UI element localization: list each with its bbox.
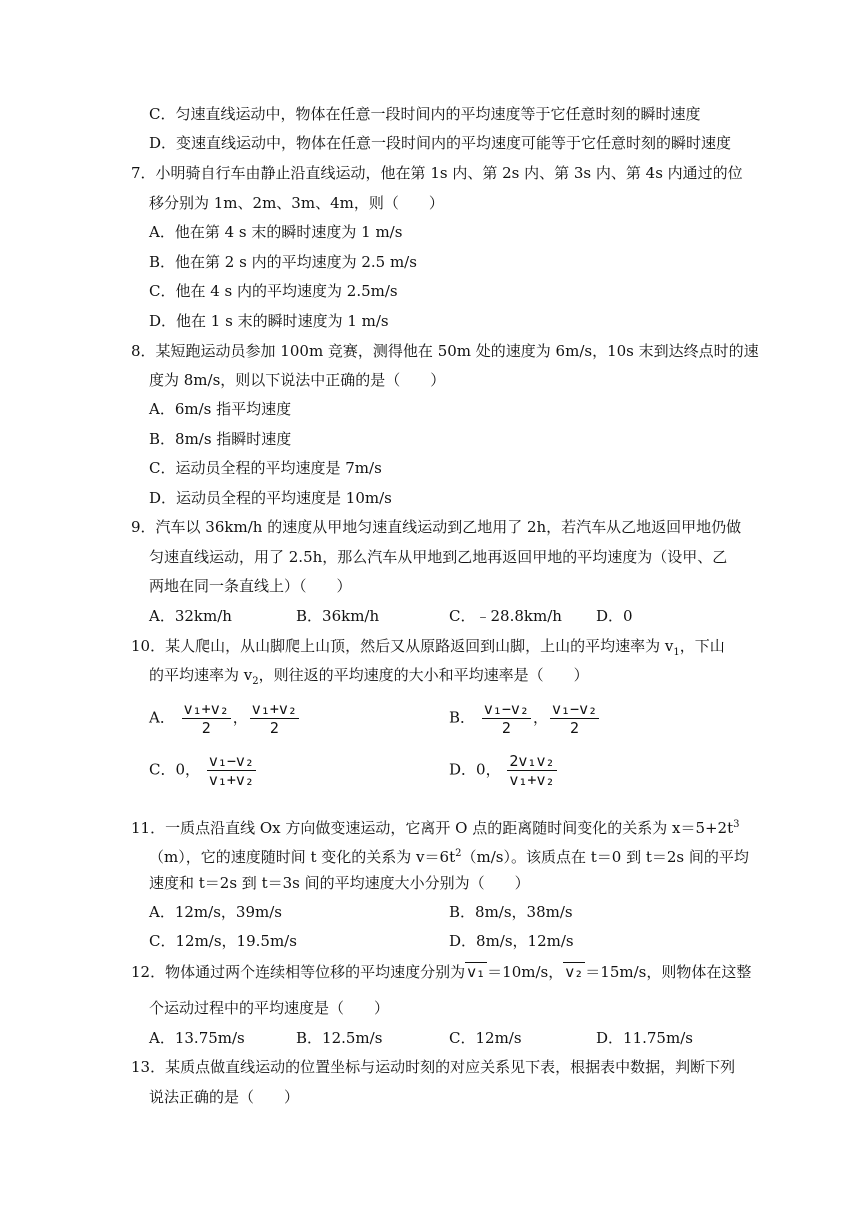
q10-option-d-den: v₁+v₂ [509, 771, 555, 789]
q12-stem-line1-text-a: 12．物体通过两个连续相等位移的平均速度分别为 [131, 963, 466, 981]
q10-option-d-fraction [507, 752, 556, 789]
q10-option-b [449, 700, 601, 737]
q11-stem-line1-text: 11．一质点沿直线 Ox 方向做变速运动，它离开 O 点的距离随时间变化的关系为 x＝5+2t [131, 819, 734, 837]
q10-sub-2: 2 [252, 676, 259, 687]
q9-stem-line1: 9．汽车以 36km/h 的速度从甲地匀速直线运动到乙地用了 2h，若汽车从乙地返回甲地仍做 [131, 518, 742, 536]
q10-option-d-num: 2v₁v₂ [509, 752, 555, 770]
q10-option-b-den-2: 2 [570, 719, 580, 737]
q10-option-a-separator: ， [232, 708, 248, 727]
q10-option-b-den-1: 2 [501, 719, 511, 737]
q10-stem-line1-tail: ，下山 [679, 637, 725, 655]
q12-option-c: C．12m/s [449, 1029, 522, 1047]
q10-option-c-label: C．0， [149, 760, 201, 779]
q10-stem-line1 [131, 636, 725, 663]
q11-stem-line3: 速度和 t＝2s 到 t＝3s 间的平均速度大小分别为（ ） [149, 874, 530, 892]
q10-option-d [449, 752, 559, 789]
q10-option-b-separator: ， [532, 708, 548, 727]
q11-stem-line2-text-b: （m/s）。该质点在 t＝0 到 t＝2s 间的平均 [461, 848, 749, 866]
q9-stem-line3: 两地在同一条直线上）（ ） [149, 577, 352, 595]
q10-option-a-num-2: v₁+v₂ [251, 700, 297, 718]
q8-stem-line2: 度为 8m/s，则以下说法中正确的是（ ） [149, 371, 446, 389]
q7-option-a: A．他在第 4 s 末的瞬时速度为 1 m/s [149, 223, 403, 241]
q10-option-c-den: v₁+v₂ [208, 771, 254, 789]
q9-option-a: A．32km/h [149, 607, 232, 625]
q10-option-b-num-2: v₁−v₂ [551, 700, 598, 718]
q10-sub-1: 1 [673, 647, 680, 658]
q9-option-b: B．36km/h [296, 607, 380, 625]
q10-stem-line2-tail: ，则往返的平均速度的大小和平均速率是（ ） [258, 666, 589, 684]
q11-option-d: D．8m/s，12m/s [449, 932, 574, 950]
q11-stem-line1 [131, 815, 740, 838]
q10-option-c-fraction [207, 752, 256, 789]
q12-stem-line1-text-b: ＝10m/s， [487, 963, 564, 981]
q8-option-a: A．6m/s 指平均速度 [149, 400, 292, 418]
q8-option-c: C．运动员全程的平均速度是 7m/s [149, 459, 382, 477]
q7-option-b: B．他在第 2 s 内的平均速度为 2.5 m/s [149, 253, 417, 271]
q13-stem-line2: 说法正确的是（ ） [149, 1088, 300, 1106]
q8-stem-line1: 8．某短跑运动员参加 100m 竞赛，测得他在 50m 处的速度为 6m/s，10s 末到达终点时的速 [131, 342, 759, 360]
q10-option-a-num-1: v₁+v₂ [183, 700, 229, 718]
q12-option-d: D．11.75m/s [596, 1029, 693, 1047]
q10-option-a-fraction-1 [182, 700, 231, 737]
q7-stem-line1: 7．小明骑自行车由静止沿直线运动，他在第 1s 内、第 2s 内、第 3s 内、第 4s 内通过的位 [131, 164, 743, 182]
q11-option-c: C．12m/s，19.5m/s [149, 932, 297, 950]
q8-option-b: B．8m/s 指瞬时速度 [149, 430, 292, 448]
q12-option-a: A．13.75m/s [149, 1029, 245, 1047]
q10-option-c-num: v₁−v₂ [208, 752, 254, 770]
q9-stem-line2: 匀速直线运动，用了 2.5h，那么汽车从甲地到乙地再返回甲地的平均速度为（设甲、乙 [149, 548, 728, 566]
q7-option-c: C．他在 4 s 内的平均速度为 2.5m/s [149, 282, 398, 300]
q10-stem-line2 [149, 665, 589, 692]
q12-option-b: B．12.5m/s [296, 1029, 383, 1047]
q6-option-d: D．变速直线运动中，物体在任意一段时间内的平均速度可能等于它任意时刻的瞬时速度 [149, 134, 732, 152]
q11-option-b: B．8m/s，38m/s [449, 903, 573, 921]
q10-option-b-fraction-1 [482, 700, 531, 737]
q13-stem-line1: 13．某质点做直线运动的位置坐标与运动时刻的对应关系见下表，根据表中数据，判断下列 [131, 1058, 736, 1076]
q10-option-b-label: B． [449, 708, 476, 727]
q12-v2-bar: v₂ [565, 963, 584, 981]
q10-option-a-den-2: 2 [269, 719, 279, 737]
q9-option-d: D．0 [596, 607, 633, 625]
q9-option-c: C．﹣28.8km/h [449, 607, 562, 625]
q8-option-d: D．运动员全程的平均速度是 10m/s [149, 489, 392, 507]
q11-stem-line2 [149, 844, 749, 867]
q11-sup-2: 2 [455, 848, 462, 859]
q11-sup-3: 3 [733, 819, 740, 830]
q11-stem-line2-text-a: （m），它的速度随时间 t 变化的关系为 v＝6t [149, 848, 456, 866]
q10-option-c [149, 752, 258, 789]
q10-option-b-fraction-2 [550, 700, 599, 737]
q11-option-a: A．12m/s，39m/s [149, 903, 282, 921]
q10-option-d-label: D．0， [449, 760, 501, 779]
q10-option-a-den-1: 2 [201, 719, 211, 737]
q10-option-a [149, 700, 301, 737]
q10-stem-line2-text: 的平均速率为 v [149, 666, 253, 684]
q12-stem-line1-text-c: ＝15m/s，则物体在这整 [585, 963, 752, 981]
q7-stem-line2: 移分别为 1m、2m、3m、4m，则（ ） [149, 194, 444, 212]
q6-option-c: C．匀速直线运动中，物体在任意一段时间内的平均速度等于它任意时刻的瞬时速度 [149, 105, 701, 123]
q10-option-a-label: A． [149, 708, 175, 727]
q10-stem-line1-text: 10．某人爬山，从山脚爬上山顶，然后又从原路返回到山脚，上山的平均速率为 v [131, 637, 674, 655]
q12-v1-bar: v₁ [467, 963, 486, 981]
q7-option-d: D．他在 1 s 末的瞬时速度为 1 m/s [149, 312, 389, 330]
q10-option-b-num-1: v₁−v₂ [483, 700, 529, 718]
q12-stem-line2: 个运动过程中的平均速度是（ ） [149, 999, 390, 1017]
q10-option-a-fraction-2 [250, 700, 299, 737]
q12-stem-line1 [131, 962, 751, 982]
